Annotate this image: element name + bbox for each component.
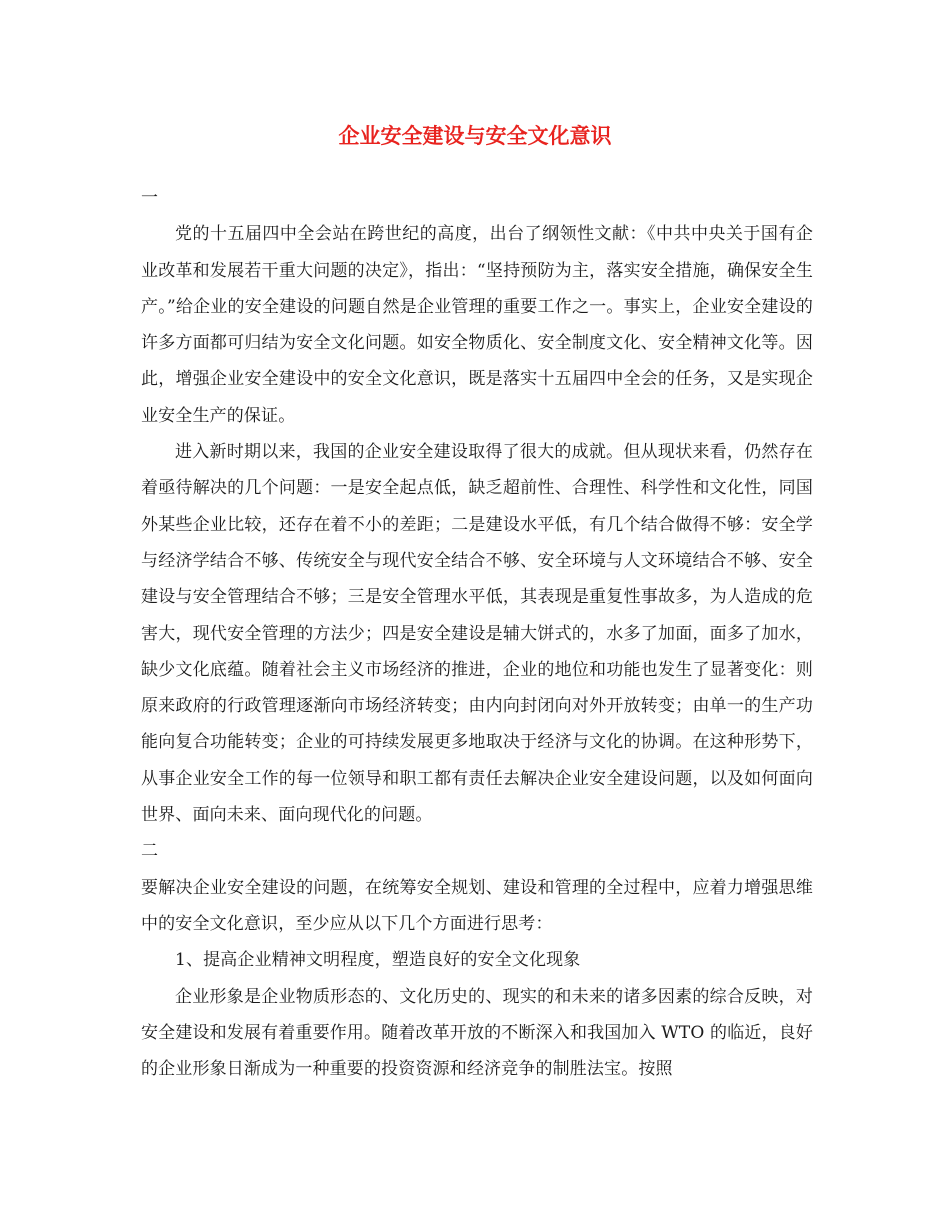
section-lead-paragraph: 要解决企业安全建设的问题，在统筹安全规划、建设和管理的全过程中，应着力增强思维中的安全文化意识，至少应从以下几个方面进行思考： bbox=[141, 877, 813, 934]
document-title: 企业安全建设与安全文化意识 bbox=[338, 123, 612, 148]
paragraph: 企业形象是企业物质形态的、文化历史的、现实的和未来的诸多因素的综合反映，对安全建设和发展有着重要作用。随着改革开放的不断深入和我国加入 WTO 的临近，良好的企业形象日渐成为一种重要的投资资源和经济竞争的制胜法宝。按照 bbox=[141, 986, 813, 1080]
subheading: 1、提高企业精神文明程度，塑造良好的安全文化现象 bbox=[175, 950, 581, 971]
section-marker-2: 二 bbox=[141, 841, 159, 862]
paragraph: 进入新时期以来，我国的企业安全建设取得了很大的成就。但从现状来看，仍然存在着亟待解决的几个问题：一是安全起点低，缺乏超前性、合理性、科学性和文化性，同国外某些企业比较，还存在着不小的差距；二是建设水平低，有几个结合做得不够：安全学与经济学结合不够、传统安全与现代安全结合不够、安全环境与人文环境结合不够、安全建设与安全管理结合不够；三是安全管理水平低，其表现是重复性事故多，为人造成的危害大，现代安全管理的方法少；四是安全建设是辅大饼式的，水多了加面，面多了加水，缺少文化底蕴。随着社会主义市场经济的推进，企业的地位和功能也发生了显著变化：则原来政府的行政管理逐渐向市场经济转变；由内向封闭向对外开放转变；由单一的生产功能向复合功能转变；企业的可持续发展更多地取决于经济与文化的协调。在这种形势下，从事企业安全工作的每一位领导和职工都有责任去解决企业安全建设问题，以及如何面向世界、面向未来、面向现代化的问题。 bbox=[141, 442, 813, 826]
section-marker-1: 一 bbox=[141, 188, 159, 208]
paragraph: 党的十五届四中全会站在跨世纪的高度，出台了纲领性文献：《中共中央关于国有企业改革和发展若干重大问题的决定》，指出：“坚持预防为主，落实安全措施，确保安全生产。”给企业的安全建设的问题自然是企业管理的重要工作之一。事实上，企业安全建设的许多方面都可归结为安全文化问题。如安全物质化、安全制度文化、安全精神文化等。因此，增强企业安全建设中的安全文化意识，既是落实十五届四中全会的任务，又是实现企业安全生产的保证。 bbox=[141, 224, 813, 426]
document-body bbox=[141, 180, 813, 1087]
